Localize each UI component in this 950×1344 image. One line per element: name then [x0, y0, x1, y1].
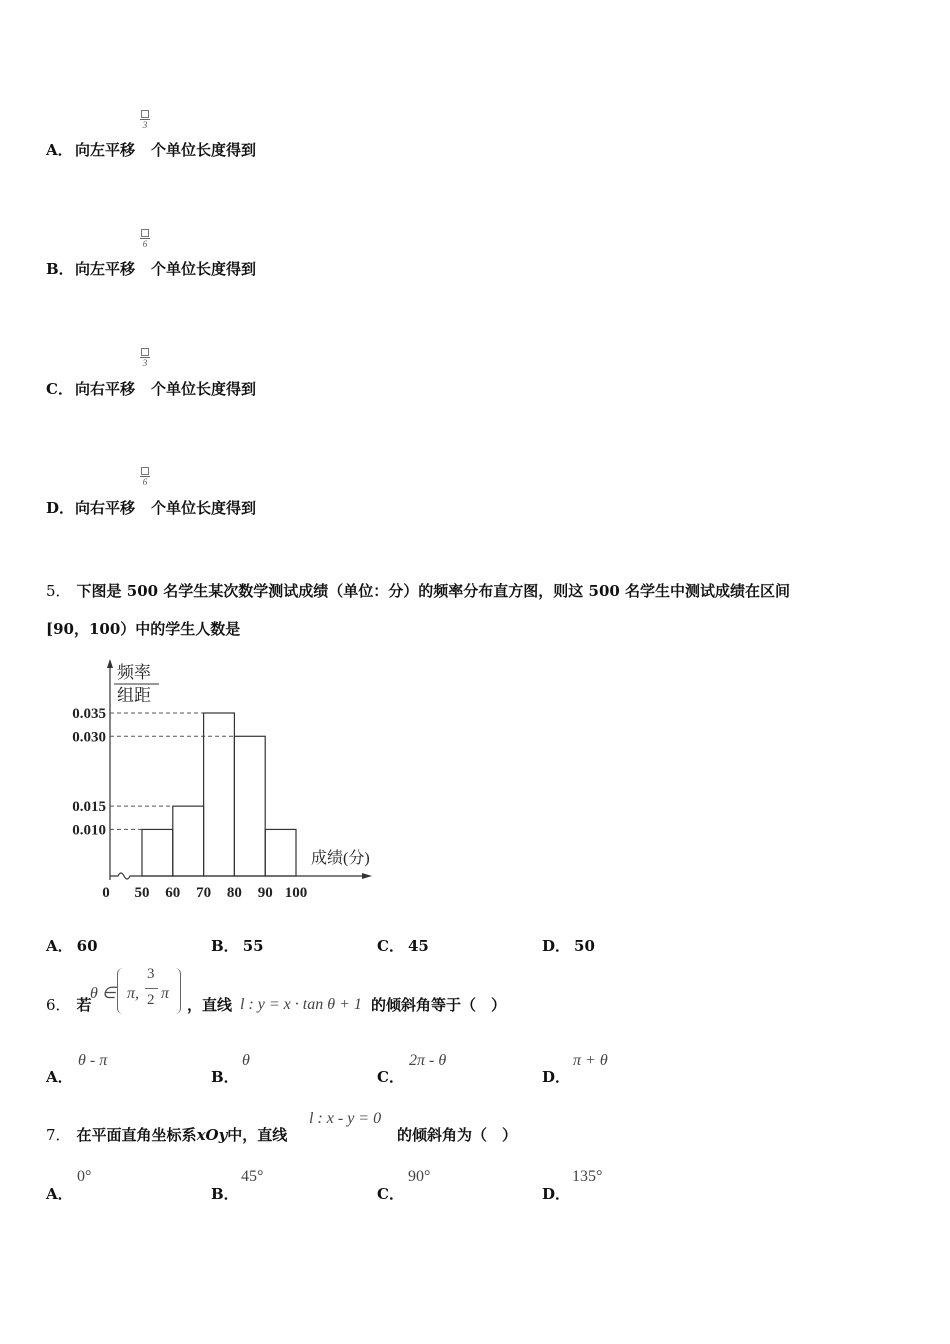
left-paren	[117, 968, 124, 1014]
x-tick-label: 50	[134, 885, 150, 901]
question-text: 在平面直角坐标系	[76, 1126, 197, 1144]
question-stem-line-1	[46, 580, 790, 601]
option-text-before: 向右平移	[75, 380, 136, 398]
option-a: A． 60	[46, 937, 98, 955]
histogram-bar	[173, 806, 204, 876]
option-text-before: 向左平移	[75, 260, 136, 278]
y-label-top: 频率	[117, 663, 151, 682]
question-text: 下图是 500 名学生某次数学测试成绩（单位：分）的频率分布直方图，则这 500 名学生中测试成绩在区间	[76, 582, 791, 600]
question-text-3: 的倾斜角等于（ ）	[371, 996, 507, 1014]
question-number-and-lead	[46, 994, 92, 1015]
x-axis-label: 成绩(分)	[311, 850, 370, 867]
x-tick-label: 80	[226, 885, 242, 901]
option-b-expr: 45°	[241, 1168, 264, 1185]
fraction-pi-over-6: 6	[138, 229, 152, 249]
option-c-expr: 90°	[408, 1168, 431, 1185]
option-letter-a: A．	[46, 1068, 73, 1086]
interval-left: π,	[127, 985, 140, 1002]
option-d-expr: 135°	[572, 1168, 603, 1185]
question-text-3: 的倾斜角为（ ）	[397, 1126, 518, 1144]
question-text-2: ，直线	[187, 996, 233, 1014]
interval-right: π	[161, 985, 170, 1002]
question-stem-line-2: [90，100）中的学生人数是	[46, 620, 241, 638]
option-text-after: 个单位长度得到	[151, 380, 257, 398]
fraction-pi-over-3: 3	[138, 348, 152, 368]
fraction-pi-over-6: 6	[138, 467, 152, 487]
y-tick-label: 0.035	[72, 706, 106, 722]
question-number: 6．	[46, 996, 71, 1014]
question-number: 5．	[46, 582, 71, 600]
frac-line	[145, 988, 158, 989]
option-text-after: 个单位长度得到	[151, 141, 257, 159]
option-text-after: 个单位长度得到	[151, 260, 257, 278]
frac-num: 3	[147, 966, 155, 982]
x-tick-label: 100	[284, 885, 308, 901]
line-equation: l : x - y = 0	[309, 1110, 382, 1127]
option-a-expr: θ - π	[78, 1052, 108, 1069]
option-letter-b: B．	[211, 1068, 239, 1086]
option-d: D． 50	[542, 937, 595, 955]
option-text-after: 个单位长度得到	[151, 499, 257, 517]
right-paren	[174, 968, 181, 1014]
question-text: 若	[76, 996, 92, 1014]
option-letter: D．	[46, 499, 75, 517]
y-tick-label: 0.030	[72, 729, 106, 746]
y-tick-label: 0.010	[72, 822, 106, 839]
option-b: B． 55	[211, 937, 264, 955]
option-letter-a: A．	[46, 1185, 73, 1203]
question-stem	[46, 1124, 287, 1145]
histogram-bar	[265, 829, 296, 876]
question-text-2: 中，直线	[227, 1126, 288, 1144]
option-letter-c: C．	[377, 1068, 404, 1086]
option-a-expr: 0°	[77, 1168, 92, 1185]
option-c: C． 45	[377, 937, 429, 955]
y-label-bottom: 组距	[117, 686, 151, 705]
x-tick-label: 70	[196, 885, 212, 901]
y-axis-arrow	[107, 659, 113, 668]
option-text-before: 向左平移	[75, 141, 136, 159]
x-origin-label: 0	[102, 885, 110, 901]
option-letter-c: C．	[377, 1185, 404, 1203]
fraction-pi-over-3: 3	[138, 110, 152, 130]
y-tick-label: 0.015	[72, 799, 106, 816]
x-tick-label: 90	[257, 885, 273, 901]
frac-den: 2	[147, 992, 155, 1008]
option-letter: B．	[46, 260, 74, 278]
option-letter-d: D．	[542, 1185, 571, 1203]
question-number: 7．	[46, 1126, 71, 1144]
option-letter: A．	[46, 141, 73, 159]
option-b-expr: θ	[242, 1052, 250, 1069]
theta-in: θ ∈	[90, 985, 116, 1002]
line-equation: l : y = x · tan θ + 1	[240, 996, 362, 1013]
option-text-before: 向右平移	[75, 499, 136, 517]
option-letter-b: B．	[211, 1185, 239, 1203]
option-letter: C．	[46, 380, 73, 398]
option-letter-d: D．	[542, 1068, 571, 1086]
histogram-bar	[142, 829, 173, 876]
option-d-expr: π + θ	[573, 1052, 608, 1069]
histogram-bar	[234, 736, 265, 876]
histogram-bar	[204, 713, 235, 876]
x-axis-arrow	[362, 873, 372, 879]
x-tick-label: 60	[165, 885, 181, 901]
histogram-chart	[44, 648, 389, 910]
coord-system: xOy	[196, 1126, 228, 1144]
option-c-expr: 2π - θ	[409, 1052, 447, 1069]
